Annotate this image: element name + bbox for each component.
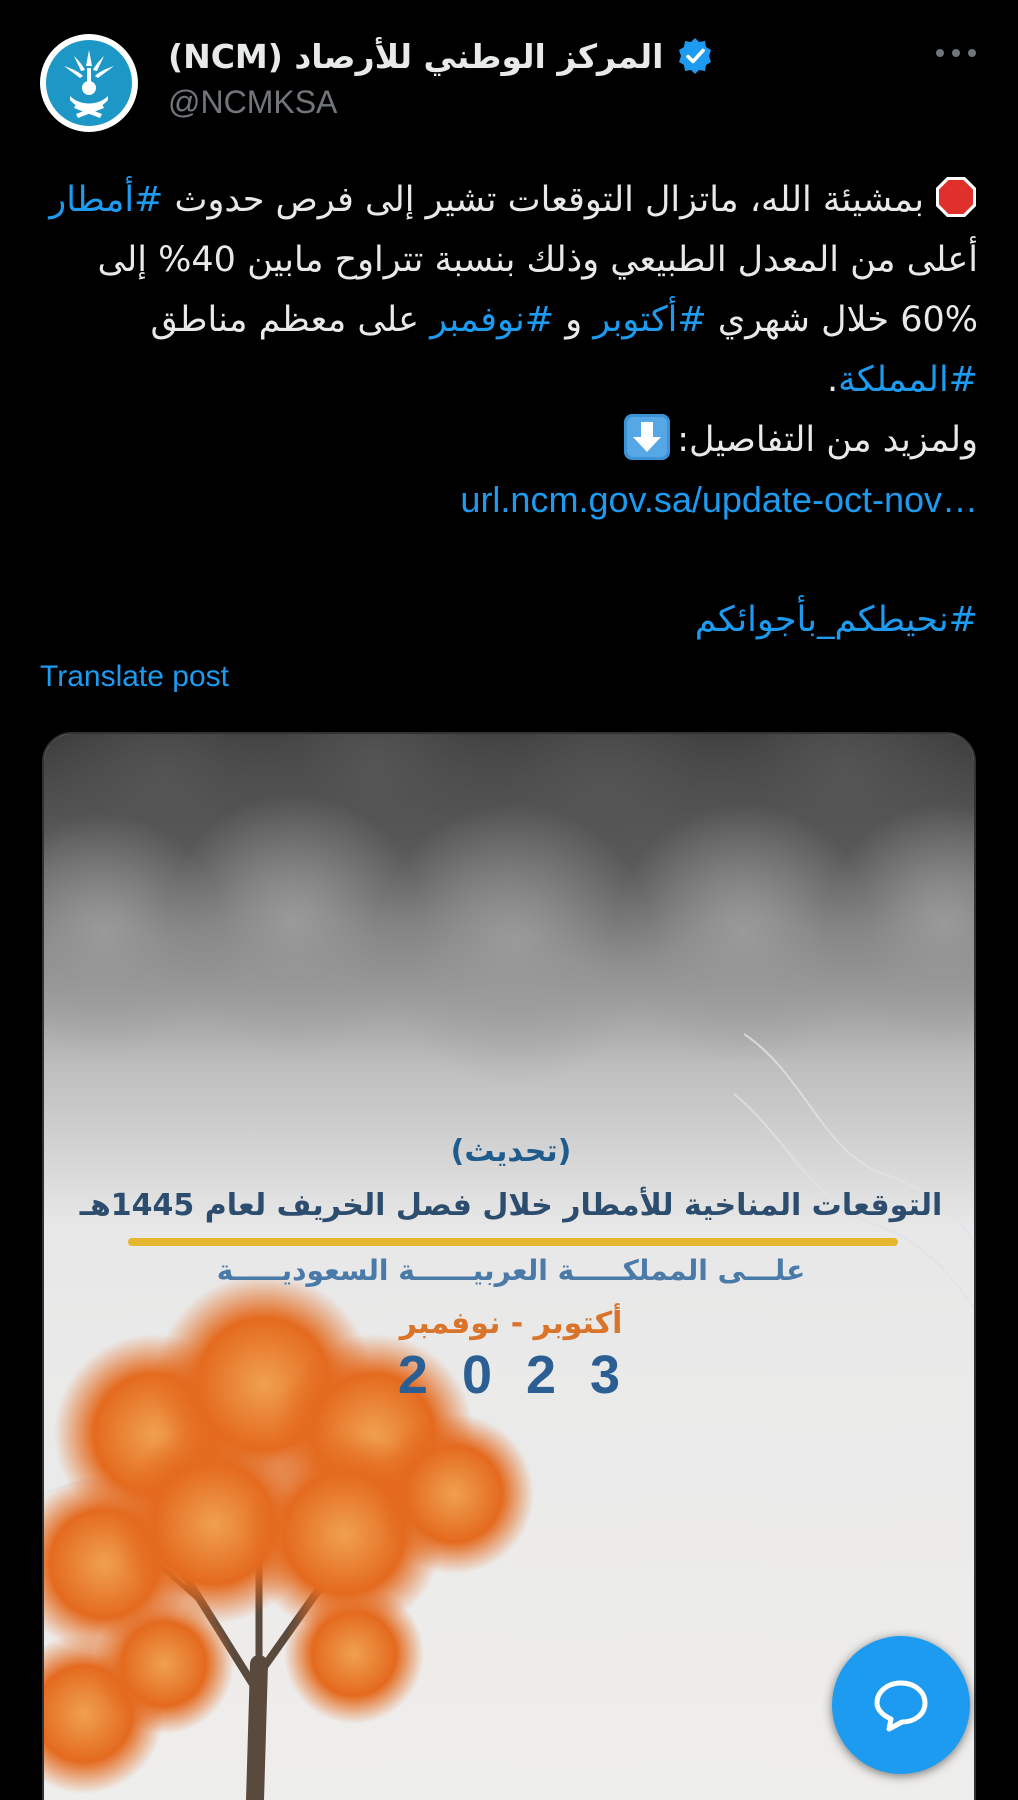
post-image[interactable] <box>42 732 976 1800</box>
post-header <box>0 0 1018 140</box>
ncm-logo-icon <box>46 40 132 126</box>
display-name[interactable]: المركز الوطني للأرصاد (NCM) <box>168 36 664 76</box>
tweet-line <box>40 170 978 230</box>
tweet-text-segment: على معظم مناطق <box>150 300 431 340</box>
image-months: أكتوبر - نوفمبر <box>399 1306 623 1341</box>
stop-sign-icon <box>934 175 978 219</box>
tweet-text-segment: ولمزيد من التفاصيل: <box>677 420 978 460</box>
tweet-line <box>40 590 978 650</box>
tweet-line <box>40 470 978 530</box>
hashtag-campaign[interactable]: #نحيطكم_بأجوائكم <box>694 600 978 640</box>
tweet-link[interactable]: url.ncm.gov.sa/update-oct-nov… <box>460 479 978 520</box>
handle[interactable]: @NCMKSA <box>168 84 338 120</box>
hashtag-october[interactable]: #أكتوبر <box>593 300 707 340</box>
tweet-text-segment: و <box>554 300 594 340</box>
spacer <box>40 530 978 590</box>
image-title-underline <box>128 1238 898 1246</box>
tweet-text <box>40 170 978 650</box>
tweet-line <box>40 410 978 470</box>
tweet-line <box>40 290 978 350</box>
tweet-text-segment: 60% خلال شهري <box>706 300 978 340</box>
translate-post-link[interactable]: Translate post <box>40 660 229 693</box>
image-update-label: (تحديث) <box>450 1134 572 1169</box>
down-arrow-icon <box>623 413 671 461</box>
image-region: علـــى المملكـــــة العربيــــــة السعوديـــــة <box>216 1254 806 1287</box>
image-year: 2023 <box>397 1345 655 1405</box>
name-row <box>168 34 715 78</box>
tweet-text-segment: . <box>826 360 839 400</box>
tweet-line <box>40 230 978 290</box>
hashtag-kingdom[interactable]: #المملكة <box>838 360 978 400</box>
verified-badge-icon <box>675 36 715 76</box>
more-icon[interactable] <box>936 38 976 68</box>
hashtag-amtar[interactable]: #أمطار <box>49 180 164 220</box>
avatar[interactable] <box>40 34 138 132</box>
tweet-line <box>40 350 978 410</box>
tweet-text-segment: أعلى من المعدل الطبيعي وذلك بنسبة تتراوح مابين 40% إلى <box>97 240 978 280</box>
image-title: التوقعات المناخية للأمطار خلال فصل الخريف لعام 1445هـ <box>79 1188 943 1223</box>
tweet-text-segment: بمشيئة الله، ماتزال التوقعات تشير إلى فرص حدوث <box>163 180 924 220</box>
hashtag-november[interactable]: #نوفمبر <box>430 300 555 340</box>
compose-reply-icon <box>871 1675 931 1735</box>
compose-reply-button[interactable] <box>832 1636 970 1774</box>
